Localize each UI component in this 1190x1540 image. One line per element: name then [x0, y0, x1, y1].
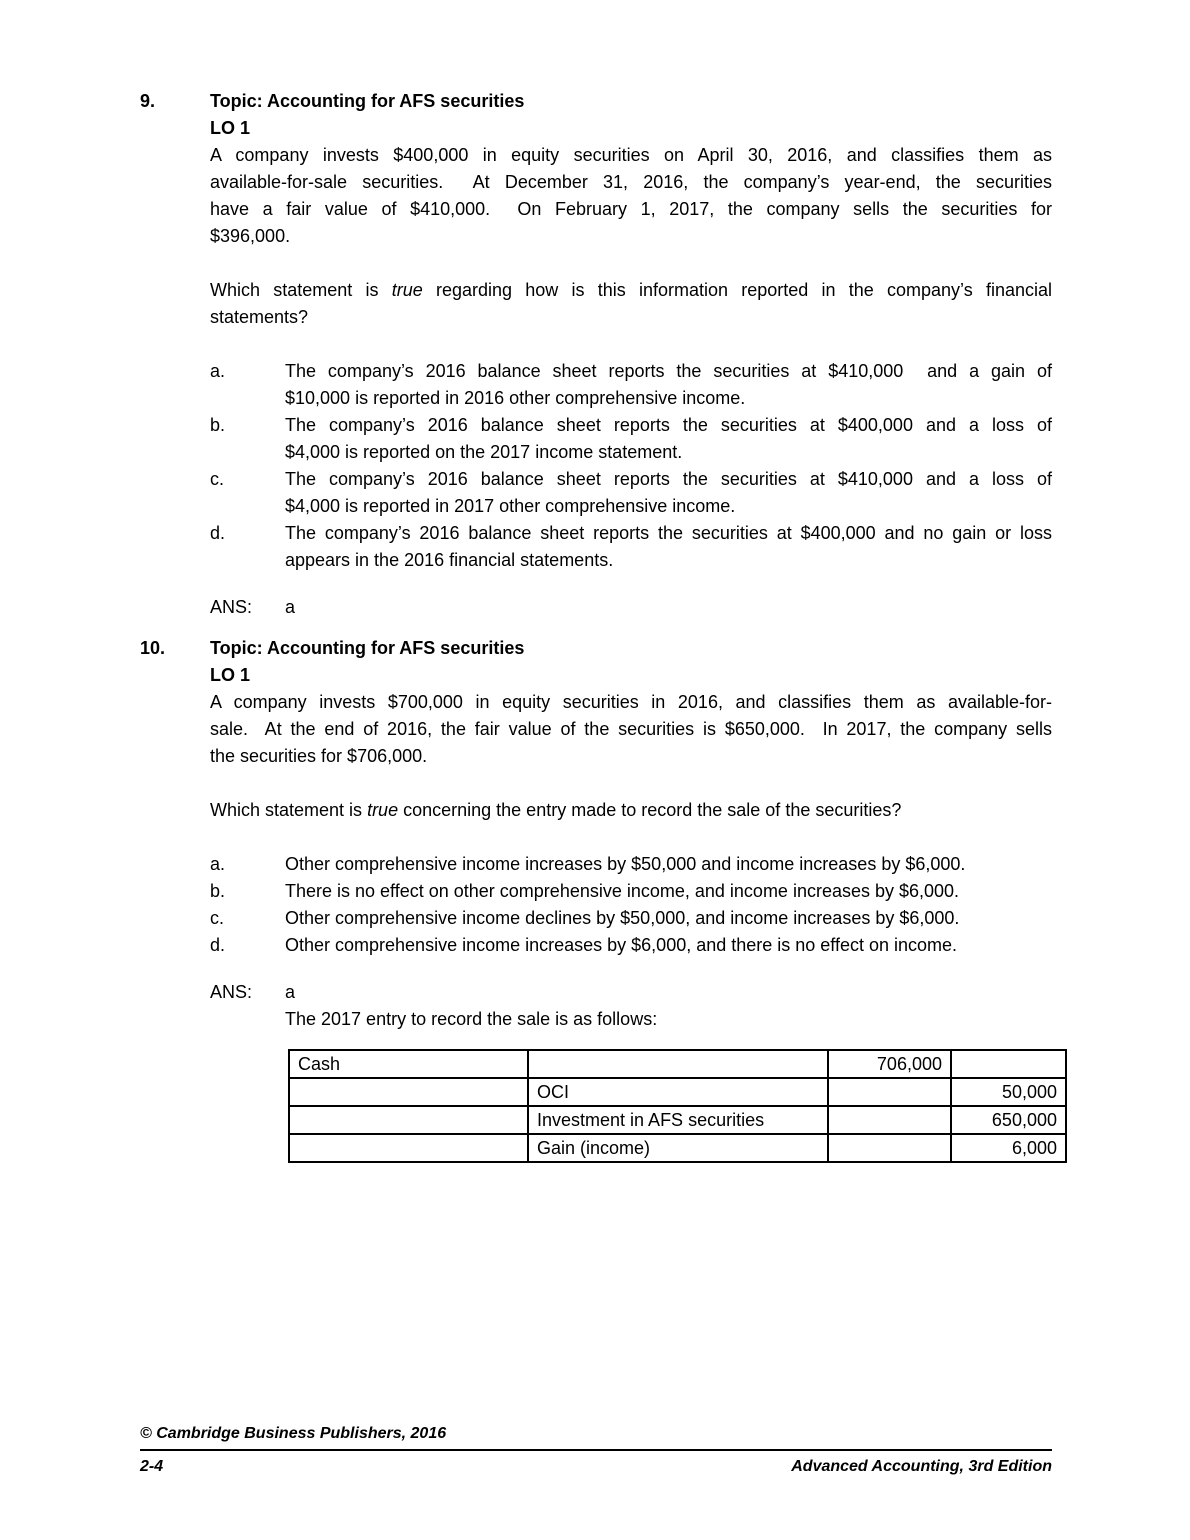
- learning-objective: LO 1: [210, 665, 251, 685]
- question-stem: [210, 277, 1052, 331]
- option-letter: d.: [210, 935, 226, 955]
- answer-label: ANS:: [210, 982, 253, 1002]
- option-text: There is no effect on other comprehensive income, and income increases by $6,000.: [285, 881, 960, 901]
- question-body: [210, 689, 1052, 770]
- option-text: Other comprehensive income increases by $6,000, and there is no effect on income.: [285, 935, 958, 955]
- question-10: [0, 635, 1190, 1163]
- account-debit-cell: [289, 1134, 528, 1162]
- learning-objective: LO 1: [210, 118, 251, 138]
- options-list: [210, 851, 1052, 959]
- answer-label: ANS:: [210, 597, 253, 617]
- option-letter: d.: [210, 523, 226, 543]
- table-row: [289, 1050, 1066, 1078]
- credit-amount-cell: [951, 1050, 1066, 1078]
- option-text: Other comprehensive income increases by $50,000 and income increases by $6,000.: [285, 854, 966, 874]
- table-row: [289, 1078, 1066, 1106]
- account-credit-cell: Gain (income): [528, 1134, 828, 1162]
- page-number: 2-4: [140, 1458, 164, 1475]
- option-text: [285, 520, 1052, 574]
- question-topic: Topic: Accounting for AFS securities: [210, 91, 525, 111]
- option-letter: b.: [210, 881, 226, 901]
- option-text: [285, 358, 1052, 412]
- question-9: [0, 88, 1190, 621]
- table-row: [289, 1134, 1066, 1162]
- body-line: the securities for $706,000.: [210, 746, 428, 766]
- debit-amount-cell: [828, 1078, 951, 1106]
- question-number: 10.: [140, 638, 166, 658]
- question-body: [210, 142, 1052, 250]
- body-line: A company invests $400,000 in equity securities on April 30, 2016, and classifies them as: [210, 145, 1052, 165]
- debit-amount-cell: [828, 1134, 951, 1162]
- question-number: 9.: [140, 91, 156, 111]
- option-letter: c.: [210, 469, 225, 489]
- stem-text: Which statement is: [210, 280, 392, 300]
- stem-italic-word: true: [367, 800, 399, 820]
- stem-line: [210, 277, 1052, 304]
- option-b: [210, 412, 1052, 466]
- option-line: $4,000 is reported on the 2017 income statement.: [285, 442, 683, 462]
- account-debit-cell: [289, 1078, 528, 1106]
- option-text: Other comprehensive income declines by $50,000, and income increases by $6,000.: [285, 908, 960, 928]
- stem-text: regarding how is this information reported in the company’s financial: [422, 280, 1052, 300]
- answer-row: [210, 979, 1052, 1006]
- body-line: sale. At the end of 2016, the fair value of the securities is $650,000. In 2017, the company sells: [210, 719, 1052, 739]
- page-footer: [140, 1424, 1052, 1477]
- option-line: The company’s 2016 balance sheet reports the securities at $410,000 and a gain of: [285, 361, 1052, 381]
- option-a: [210, 358, 1052, 412]
- answer-row: [210, 594, 1052, 621]
- answer-note: The 2017 entry to record the sale is as follows:: [285, 1009, 658, 1029]
- body-line: A company invests $700,000 in equity securities in 2016, and classifies them as available-for-: [210, 692, 1052, 712]
- body-line: $396,000.: [210, 226, 291, 246]
- option-line: The company’s 2016 balance sheet reports the securities at $400,000 and no gain or loss: [285, 523, 1052, 543]
- option-c: [210, 466, 1052, 520]
- option-line: $4,000 is reported in 2017 other comprehensive income.: [285, 496, 736, 516]
- account-credit-cell: [528, 1050, 828, 1078]
- book-title: Advanced Accounting, 3rd Edition: [791, 1458, 1052, 1475]
- stem-line: statements?: [210, 307, 309, 327]
- question-stem: [210, 797, 1052, 824]
- stem-text: Which statement is: [210, 800, 368, 820]
- account-credit-cell: OCI: [528, 1078, 828, 1106]
- option-letter: b.: [210, 415, 226, 435]
- option-letter: c.: [210, 908, 225, 928]
- option-b: [210, 878, 1052, 905]
- option-text: [285, 466, 1052, 520]
- option-c: [210, 905, 1052, 932]
- body-line: available-for-sale securities. At December 31, 2016, the company’s year-end, the securities: [210, 172, 1052, 192]
- copyright-notice: © Cambridge Business Publishers, 2016: [140, 1424, 1052, 1451]
- credit-amount-cell: 650,000: [951, 1106, 1066, 1134]
- option-a: [210, 851, 1052, 878]
- option-d: [210, 932, 1052, 959]
- debit-amount-cell: [828, 1106, 951, 1134]
- answer-value: a: [285, 982, 296, 1002]
- table-row: [289, 1106, 1066, 1134]
- option-line: The company’s 2016 balance sheet reports the securities at $410,000 and a loss of: [285, 469, 1052, 489]
- option-text: [285, 412, 1052, 466]
- account-debit-cell: [289, 1106, 528, 1134]
- credit-amount-cell: 6,000: [951, 1134, 1066, 1162]
- option-line: $10,000 is reported in 2016 other comprehensive income.: [285, 388, 746, 408]
- options-list: [210, 358, 1052, 574]
- option-line: The company’s 2016 balance sheet reports the securities at $400,000 and a loss of: [285, 415, 1052, 435]
- account-debit-cell: Cash: [289, 1050, 528, 1078]
- option-letter: a.: [210, 854, 226, 874]
- account-credit-cell: Investment in AFS securities: [528, 1106, 828, 1134]
- debit-amount-cell: 706,000: [828, 1050, 951, 1078]
- answer-note-row: [210, 1006, 1052, 1033]
- option-d: [210, 520, 1052, 574]
- stem-italic-word: true: [391, 280, 423, 300]
- credit-amount-cell: 50,000: [951, 1078, 1066, 1106]
- stem-line: [210, 797, 1052, 824]
- body-line: have a fair value of $410,000. On February 1, 2017, the company sells the securities for: [210, 199, 1052, 219]
- option-line: appears in the 2016 financial statements.: [285, 550, 614, 570]
- answer-value: a: [285, 597, 296, 617]
- journal-entry-table: [288, 1049, 1067, 1163]
- question-topic: Topic: Accounting for AFS securities: [210, 638, 525, 658]
- option-letter: a.: [210, 361, 226, 381]
- stem-text: concerning the entry made to record the sale of the securities?: [398, 800, 902, 820]
